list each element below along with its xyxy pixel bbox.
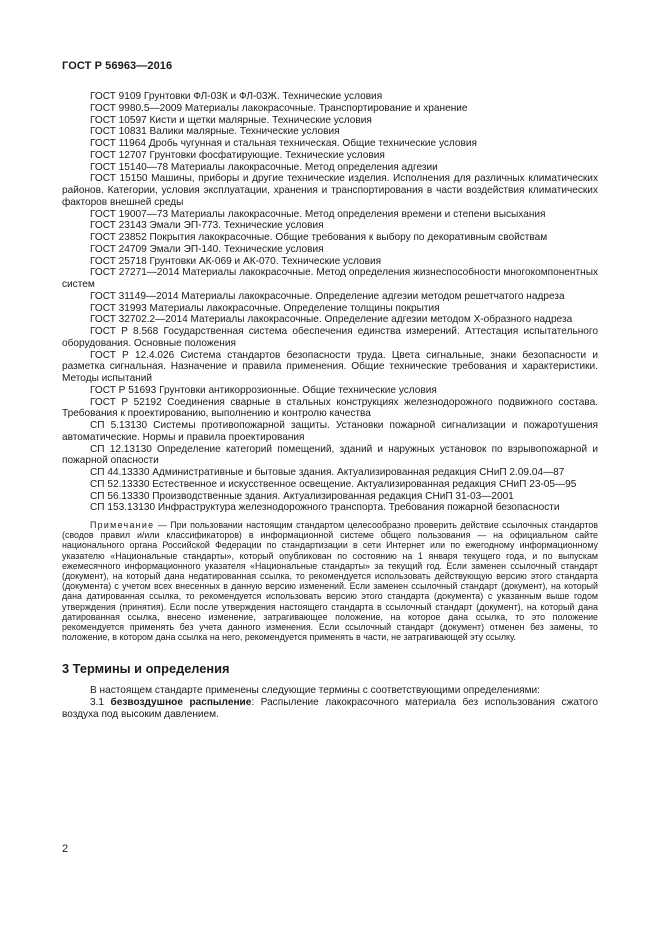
reference-item: ГОСТ Р 52192 Соединения сварные в стальных конструкциях железнодорожного подвижного состава. Требования к проектированию, выполнению и контролю качества [62, 396, 598, 420]
reference-item: СП 153.13130 Инфраструктура железнодорожного транспорта. Требования пожарной безопасности [90, 502, 560, 514]
section-intro: В настоящем стандарте применены следующие термины с соответствующими определениями: [90, 685, 540, 697]
reference-item: ГОСТ 32702.2—2014 Материалы лакокрасочные. Определение адгезии методом Х-образного надреза [90, 314, 573, 326]
reference-item: СП 44.13330 Административные и бытовые здания. Актуализированная редакция СНиП 2.09.04—87 [90, 467, 565, 478]
reference-item: ГОСТ Р 12.4.026 Система стандартов безопасности труда. Цвета сигнальные, знаки безопасности и разметка сигнальная. Назначение и правила применения. Общие технические требования и характеристики. Методы испытаний [62, 349, 598, 384]
reference-item: СП 5.13130 Системы противопожарной защиты. Установки пожарной сигнализации и пожаротушения автоматические. Нормы и правила проектирования [62, 420, 598, 443]
reference-item: ГОСТ Р 51693 Грунтовки антикоррозионные. Общие технические условия [90, 384, 437, 396]
note-text: — При пользовании настоящим стандартом целесообразно проверить действие ссылочных стандартов (сводов правил и/или классификаторов) в информационной системе общего пользования — на официальном сайте национального органа Российской Федерации по стандартизации в сети Интернет или по ежегодному информационному указателю «Национальные стандарты», который опубликован по состоянию на 1 января текущего года, и по выпускам ежемесячного информационного указателя «Национальные стандарты» за текущий год. Если заменен ссылочный стандарт (документ), на который дана недатированная ссылка, то рекомендуется использовать действующую версию этого стандарта (документа) с учетом всех внесенных в данную версию изменений. Если заменен ссылочный стандарт (документ), на который дана датированная ссылка, то рекомендуется использовать версию этого стандарта (документа) с указанным выше годом утверждения (принятия). Если после утверждения настоящего стандарта в ссылочный стандарт (документ), на который дана датированная ссылка, внесено изменение, затрагивающее положение, на которое дана ссылка, то это положение рекомендуется применять без учета данного изменения. Если ссылочный стандарт (документ) отменен без замены, то положение, в котором дана ссылка на него, рекомендуется применять в части, не затрагивающей эту ссылку. [62, 520, 598, 643]
note-paragraph [62, 520, 598, 642]
reference-item: ГОСТ 25718 Грунтовки АК-069 и АК-070. Технические условия [90, 255, 382, 267]
page-number: 2 [62, 843, 69, 855]
term-text: : Распыление лакокрасочного материала без использования сжатого воздуха под высоким давлением. [62, 697, 598, 720]
note-label: Примечание [90, 520, 155, 530]
term-name: безвоздушное распыление [110, 697, 252, 709]
reference-item: ГОСТ 15140—78 Материалы лакокрасочные. Метод определения адгезии [90, 161, 438, 173]
reference-item: ГОСТ Р 8.568 Государственная система обеспечения единства измерений. Аттестация испытательного оборудования. Основные положения [62, 326, 598, 349]
reference-item: ГОСТ 10831 Валики малярные. Технические условия [90, 126, 340, 138]
reference-item: ГОСТ 19007—73 Материалы лакокрасочные. Метод определения времени и степени высыхания [90, 208, 546, 220]
reference-list [62, 91, 598, 514]
reference-item: ГОСТ 27271—2014 Материалы лакокрасочные. Метод определения жизнеспособности многокомпонентных систем [62, 267, 598, 290]
reference-item: ГОСТ 31149—2014 Материалы лакокрасочные. Определение адгезии методом решетчатого надреза [90, 290, 565, 302]
term-number: 3.1 [90, 697, 111, 709]
reference-item: СП 52.13330 Естественное и искусственное освещение. Актуализированная редакция СНиП 23-05—95 [90, 478, 577, 490]
term-definition [62, 697, 598, 721]
reference-item: ГОСТ 23143 Эмали ЭП-773. Технические условия [90, 220, 324, 232]
reference-item: ГОСТ 23852 Покрытия лакокрасочные. Общие требования к выбору по декоративным свойствам [90, 232, 548, 243]
reference-item: ГОСТ 24709 Эмали ЭП-140. Технические условия [90, 243, 324, 255]
page-content [62, 91, 598, 721]
section-title: 3 Термины и определения [62, 661, 230, 677]
reference-item: ГОСТ 12707 Грунтовки фосфатирующие. Технические условия [90, 149, 385, 161]
reference-item: ГОСТ 31993 Материалы лакокрасочные. Определение толщины покрытия [90, 302, 440, 314]
reference-item: ГОСТ 11964 Дробь чугунная и стальная техническая. Общие технические условия [90, 138, 478, 149]
reference-item: СП 56.13330 Производственные здания. Актуализированная редакция СНиП 31-03—2001 [90, 490, 514, 502]
reference-item: ГОСТ 10597 Кисти и щетки малярные. Технические условия [90, 114, 372, 126]
document-header: ГОСТ Р 56963—2016 [62, 60, 173, 72]
reference-item: ГОСТ 15150 Машины, приборы и другие технические изделия. Исполнения для различных климатических районов. Категории, условия эксплуатации, хранения и транспортирования в части воздействия климатических факторов внешней среды [62, 173, 598, 208]
reference-item: ГОСТ 9980.5—2009 Материалы лакокрасочные. Транспортирование и хранение [90, 102, 468, 114]
reference-item: СП 12.13130 Определение категорий помещений, зданий и наружных установок по взрывопожарной и пожарной опасности [62, 443, 598, 467]
reference-item: ГОСТ 9109 Грунтовки ФЛ-03К и ФЛ-03Ж. Технические условия [90, 91, 383, 102]
